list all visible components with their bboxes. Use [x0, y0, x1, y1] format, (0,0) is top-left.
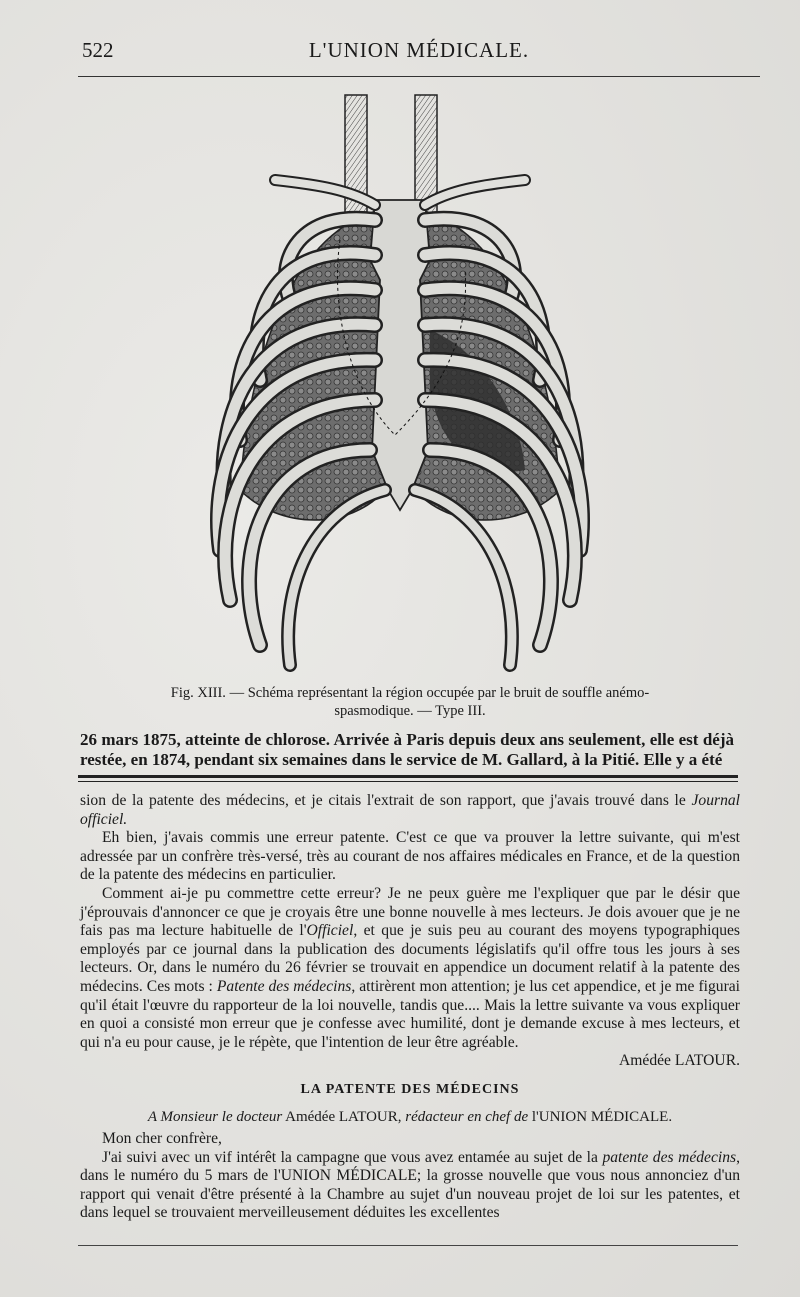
feuilleton-separator-thin — [78, 781, 738, 782]
figure-caption-text: — Schéma représentant la région occupée par le bruit de souffle anémo-spasmodique. — Type III. — [229, 685, 650, 719]
address-part-b: Amédée LATOUR, — [285, 1108, 402, 1125]
feuilleton-section — [80, 792, 740, 1223]
paragraph-3-part-c: , attirèrent mon attention; je lus cet appendice, et je me figurai qu'il était l'œuvre du rapporteur de la loi nouvelle, tandis que.... Mais la lettre suivante va vous expliquer en quoi a consisté mon erreur que je confesse avec humilité, dont je demande excuse à mes lecteurs, et qui n'a eu pour cause, je le répète, que l'intention de leur être agréable. — [80, 977, 741, 1051]
journal-officiel-italic: Journal officiel. — [80, 792, 741, 828]
figure-label: Fig. XIII. — [170, 685, 226, 701]
paragraph-4 — [80, 1149, 740, 1223]
paragraph-4-part-a: J'ai suivi avec un vif intérêt la campagne que vous avez entamée au sujet de la — [102, 1148, 598, 1166]
paragraph-3-part-a: Comment ai-je pu commettre cette erreur? Je ne peux guère me l'expliquer que par le désir que j'éprouvais d'annoncer ce que je croyais être une bonne nouvelle à mes lecteurs. Je dois avouer que je ne fais pas ma lecture habituelle de l' — [80, 884, 740, 940]
address-part-c: rédacteur en chef de — [405, 1108, 529, 1125]
address-part-a: A Monsieur le docteur — [147, 1108, 283, 1125]
rib-cage-figure — [180, 90, 620, 680]
paragraph-4-part-b: , dans le numéro du 5 mars de l'UNION MÉDICALE; la grosse nouvelle que vous nous annonciez d'un rapport qui venait d'être présenté à la Chambre au sujet d'un nouveau projet de loi sur les patentes, et dans lequel se trouvaient merveilleusement déduites les excellentes — [80, 1148, 740, 1222]
officiel-italic: Officiel — [306, 922, 354, 940]
letter-address — [80, 1108, 740, 1127]
salutation: Mon cher confrère, — [102, 1130, 222, 1148]
paragraph-3-part-b: , et que je suis peu au courant des moyens typographiques employés par ce journal dans la publication des documents législatifs qu'il offre tous les jours à ses lecteurs. Or, dans le numéro du 26 février se trouvait en appendice un document relatif à la patente des médecins. Ces mots : — [80, 922, 740, 995]
section-title: LA PATENTE DES MÉDECINS — [300, 1081, 520, 1097]
feuilleton-separator — [78, 775, 738, 778]
paragraph-2: Eh bien, j'avais commis une erreur patente. C'est ce que va prouver la lettre suivante, qui m'est adressée par un confrère très-versé, très au courant de nos affaires médicales en France, et de la question de la patente des médecins en particulier. — [80, 829, 740, 884]
address-part-d: l'UNION MÉDICALE. — [531, 1108, 673, 1125]
patente-italic: Patente des médecins — [216, 977, 352, 995]
running-title: L'UNION MÉDICALE. — [308, 38, 530, 62]
main-column-text: 26 mars 1875, atteinte de chlorose. Arrivée à Paris depuis deux ans seulement, elle est déjà restée, en 1874, pendant six semaines dans le service de M. Gallard, à la Pitié. Elle y a été — [80, 730, 734, 769]
signature: Amédée LATOUR. — [619, 1052, 740, 1070]
bottom-rule — [78, 1245, 738, 1246]
paragraph-1-text: sion de la patente des médecins, et je citais l'extrait de son rapport, que j'avais trouvé dans le — [80, 792, 686, 809]
paragraph-3 — [80, 885, 740, 1052]
figure-caption — [150, 684, 670, 720]
rib-cage-illustration-icon — [180, 90, 620, 680]
page-header — [78, 36, 760, 77]
paragraph-1 — [80, 792, 740, 829]
page-number: 522 — [82, 38, 114, 62]
patente-medecins-italic: patente des médecins — [602, 1148, 737, 1166]
